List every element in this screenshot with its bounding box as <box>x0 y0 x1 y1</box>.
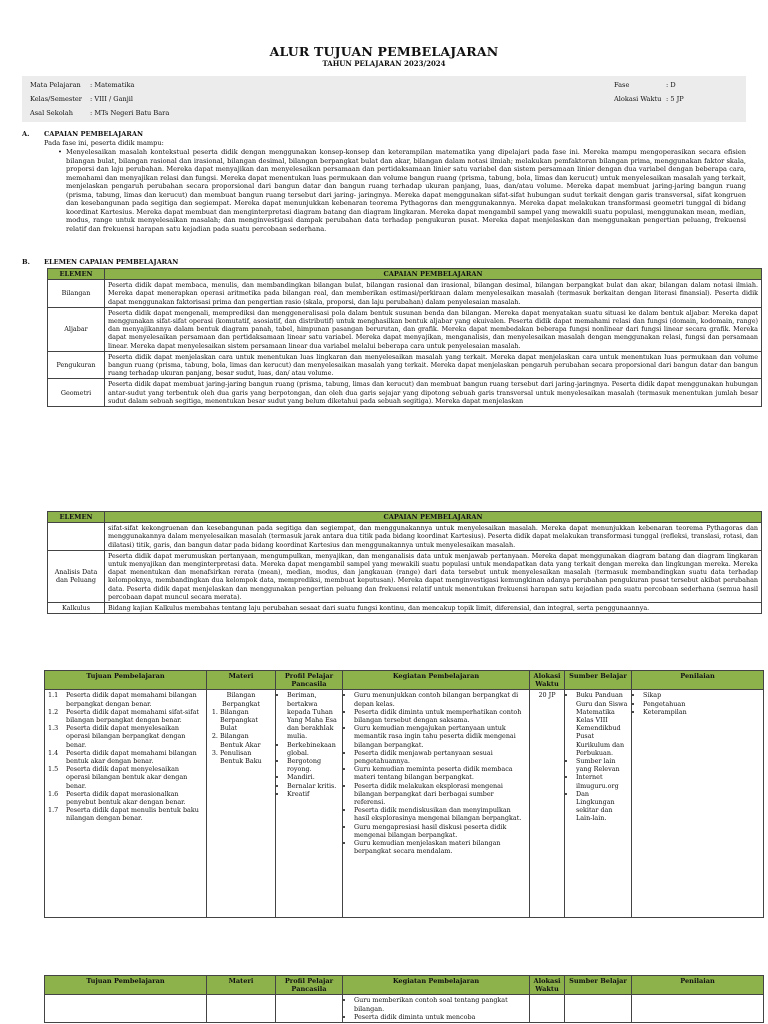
table-row <box>48 523 762 551</box>
list-item: • Guru kemudian mengajukan pertanyaan untuk memantik rasa ingin tahu peserta didik mengenai bilangan berpangkat. <box>354 724 526 749</box>
section-a-letter: A. <box>22 130 30 138</box>
list-item: • Guru kemudian menjelaskan materi bilangan berpangkat secara mendalam. <box>354 839 526 855</box>
list-item: • Berkebinekaan global. <box>287 741 339 757</box>
col-kegiatan: Kegiatan Pembelajaran <box>343 671 530 690</box>
identity-block <box>22 76 746 122</box>
tujuan-cell <box>45 995 207 1023</box>
elemen-cell: Kalkulus <box>48 603 105 614</box>
kegiatan-list <box>346 996 526 1021</box>
section-a-intro: Pada fase ini, peserta didik mampu: <box>44 139 164 147</box>
capaian-cell: Peserta didik dapat membuat jaring-jaring bangun ruang (prisma, tabung, limas dan kerucut) dan membuat bangun ruang tersebut dari jaring-jaringnya. Peserta didik dapat menggunakan hubungan antar-sudut yang terbentuk oleh dua garis yang berpotongan, dan oleh dua garis sejajar yang dipotong sebuah garis transversal untuk menyelesaikan masalah (termasuk menentukan jumlah besar sudut dalam sebuah segitiga, menentukan besar sudut yang belum diketahui pada sebuah segitiga). Mereka dapat menjelaskan <box>105 379 762 407</box>
atp-table <box>44 670 764 918</box>
materi-head: Bilangan Berpangkat <box>222 691 260 708</box>
profil-list <box>279 691 339 798</box>
profil-cell <box>276 995 343 1023</box>
sekolah-label: Asal Sekolah <box>30 109 73 117</box>
sekolah-value: : MTs Negeri Batu Bara <box>90 109 170 117</box>
table-row <box>48 603 762 614</box>
section-a-bullet-marker: • <box>58 148 62 156</box>
col-kegiatan: Kegiatan Pembelajaran <box>343 976 530 995</box>
col-tujuan: Tujuan Pembelajaran <box>45 976 207 995</box>
elemen-cell: Aljabar <box>48 307 105 351</box>
list-item: • Guru memberikan contoh soal tentang pangkat bilangan. <box>354 996 526 1012</box>
tujuan-item: 1.1 Peserta didik dapat memahami bilangan berpangkat dengan benar. <box>48 691 197 708</box>
elemen-cell: Geometri <box>48 379 105 407</box>
elemen-cell: Analisis Data dan Peluang <box>48 550 105 602</box>
list-item: • Peserta didik mendiskusikan dan menyimpulkan hasil eksplorasinya mengenai bilangan berpangkat. <box>354 806 526 822</box>
alokasi-cell <box>530 995 565 1023</box>
tujuan-item: 1.3 Peserta didik dapat menyelesaikan operasi bilangan berpangkat dengan benar. <box>48 724 186 749</box>
list-item: • Peserta didik menjawab pertanyaan sesuai pengetahuannya. <box>354 749 526 765</box>
kegiatan-list <box>346 691 526 855</box>
list-item: 1. Bilangan Berpangkat Bulat <box>220 708 272 733</box>
col-elemen: ELEMEN <box>48 269 105 280</box>
tujuan-cell <box>45 690 207 918</box>
penilaian-cell <box>632 995 764 1023</box>
tujuan-item: 1.7 Peserta didik dapat menulis bentuk baku nilangan dengan benar. <box>48 806 199 823</box>
table-row <box>48 307 762 351</box>
col-elemen: ELEMEN <box>48 512 105 523</box>
kelas-value: : VIII / Ganjil <box>90 95 134 103</box>
alokasi-value: : 5 JP <box>666 95 684 103</box>
section-b-title: ELEMEN CAPAIAN PEMBELAJARAN <box>44 258 179 266</box>
list-item: • Guru menunjukkan contoh bilangan berpangkat di depan kelas. <box>354 691 526 707</box>
list-item: • Internet ilmuguru.org <box>576 773 628 789</box>
col-tujuan: Tujuan Pembelajaran <box>45 671 207 690</box>
tujuan-item: 1.6 Peserta didik dapat merasionalkan penyebut bentuk akar dengan benar. <box>48 789 186 807</box>
col-sumber: Sumber Belajar <box>565 671 632 690</box>
list-item: • Bernalar kritis. <box>287 782 339 790</box>
col-alokasi: Alokasi Waktu <box>530 976 565 995</box>
col-profil: Profil Pelajar Pancasila <box>276 671 343 690</box>
table-row <box>48 550 762 602</box>
list-item: • Buku Panduan Guru dan Siswa Matematika Kelas VIII Kemendikbud Pusat Kurikulum dan Perbukuan. <box>576 691 628 757</box>
sumber-cell <box>565 995 632 1023</box>
kegiatan-cell <box>343 690 530 918</box>
col-sumber: Sumber Belajar <box>565 976 632 995</box>
capaian-cell: Peserta didik dapat merumuskan pertanyaan, mengumpulkan, menyajikan, dan menganalisis data untuk menjawab pertanyaan. Mereka dapat menggunakan diagram batang dan diagram lingkaran untuk menyajikan dan menginterpretasi data. Mereka dapat mengambil sampel yang mewakili suatu populasi untuk mendapatkan data yang terkait dengan mereka dan lingkungan mereka. Mereka dapat menentukan dan menafsirkan rerata (mean), median, modus, dan jangkauan (range) dari data tersebut untuk menyelesaikan masalah (termasuk membandingkan suatu data terhadap kelompoknya, membandingkan dua kelompok data, memprediksi, membuat keputusan). Mereka dapat menginvestigasi kemungkinan adanya perubahan pengukuran pusat tersebut akibat perubahan data. Peserta didik dapat menjelaskan dan menggunakan pengertian peluang dan frekuensi relatif untuk menentukan frekuensi harapan satu kejadian pada suatu percobaan sederhana (semua hasil percobaan dapat muncul secara merata). <box>105 550 762 602</box>
mapel-label: Mata Pelajaran <box>30 81 81 89</box>
tujuan-item: 1.4 Peserta didik dapat memahami bilangan bentuk akar dengan benar. <box>48 748 197 766</box>
list-item: • Mandiri. <box>287 773 339 781</box>
col-penilaian: Penilaian <box>632 671 764 690</box>
tujuan-item: 1.5 Peserta didik dapat menyelesaikan operasi bilangan bentuk akar dengan benar. <box>48 765 188 790</box>
mapel-value: : Matematika <box>90 81 135 89</box>
penilaian-list <box>635 691 760 716</box>
elemen-cell: Pengukuran <box>48 351 105 379</box>
penilaian-cell <box>632 690 764 918</box>
document-subtitle: TAHUN PELAJARAN 2023/2024 <box>322 59 446 68</box>
materi-cell <box>207 995 276 1023</box>
list-item: • Peserta didik diminta untuk memperhatikan contoh bilangan tersebut dengan saksama. <box>354 708 526 724</box>
alokasi-label: Alokasi Waktu <box>614 95 662 103</box>
list-item: • Guru kemudian meminta peserta didik membaca materi tentang bilangan berpangkat. <box>354 765 526 781</box>
col-capaian: CAPAIAN PEMBELAJARAN <box>105 269 762 280</box>
alokasi-cell: 20 JP <box>530 690 565 918</box>
table-row <box>45 690 764 918</box>
sumber-list <box>568 691 628 822</box>
sumber-cell <box>565 690 632 918</box>
list-item: • Kreatif <box>287 790 339 798</box>
list-item: • Pengetahuan <box>643 700 760 708</box>
list-item: • Keterampilan <box>643 708 760 716</box>
table-row <box>48 280 762 308</box>
list-item: • Bergotong royong. <box>287 757 339 773</box>
section-b-letter: B. <box>22 258 30 266</box>
table-row <box>48 351 762 379</box>
col-materi: Materi <box>207 976 276 995</box>
col-materi: Materi <box>207 671 276 690</box>
capaian-cell: Bidang kajian Kalkulus membahas tentang laju perubahan sesaat dari suatu fungsi kontinu, dan mencakup topik limit, diferensial, dan integral, serta penggunaannya. <box>105 603 762 614</box>
list-item: 2. Bilangan Bentuk Akar <box>220 732 272 748</box>
kegiatan-cell <box>343 995 530 1023</box>
capaian-cell: Peserta didik dapat menjelaskan cara untuk menentukan luas lingkaran dan menyelesaikan masalah yang terkait. Mereka dapat menjelaskan cara untuk menentukan luas permukaan dan volume bangun ruang (prisma, tabung, bola, limas dan kerucut) dan menyelesaikan masalah yang terkait. Mereka dapat menjelaskan pengaruh perubahan secara proporsional dari bangun datar dan bangun ruang terhadap ukuran panjang, besar sudut, luas, dan/ atau volume. <box>105 351 762 379</box>
kelas-label: Kelas/Semester <box>30 95 82 103</box>
col-profil: Profil Pelajar Pancasila <box>276 976 343 995</box>
fase-value: : D <box>666 81 676 89</box>
materi-list <box>210 708 272 765</box>
capaian-cell: sifat-sifat kekongruenan dan kesebangunan pada segitiga dan segiempat, dan menggunakannya untuk menyelesaikan masalah. Mereka dapat menunjukkan kebenaran teorema Pythagoras dan menggunakannya dalam menyelesaikan masalah (termasuk jarak antara dua titik pada bidang koordinat Kartesius). Peserta didik dapat melakukan transformasi tunggal (refleksi, translasi, rotasi, dan dilatasi) titik, garis, dan bangun datar pada bidang koordinat Kartesius dan menggunakannya untuk menyelesaikan masalah. <box>105 523 762 551</box>
section-a-bullet-text: Menyelesaikan masalah kontekstual peserta didik dengan menggunakan konsep-konsep dan keterampilan matematika yang dipelajari pada fase ini. Mereka mampu mengoperasikan secara efisien bilangan bulat, bilangan rasional dan irasional, bilangan desimal, bilangan berpangkat bulat dan akar, bilangan dalam notasi ilmiah; melakukan pemfaktoran bilangan prima, menggunakan faktor skala, proporsi dan laju perubahan. Mereka dapat menyajikan dan menyelesaikan persamaan dan pertidaksamaan linier satu variabel dan sistem persamaan linier dengan dua variabel dengan beberapa cara, memahami dan menyajikan relasi dan fungsi. Mereka dapat menentukan luas permukaan dan volume bangun ruang (prisma, tabung, bola, limas dan kerucut) untuk menyelesaikan masalah yang terkait, menjelaskan pengaruh perubahan secara proporsional dari bangun datar dan bangun ruang terhadap ukuran panjang, luas, dan/atau volume. Mereka dapat membuat jaring-jaring bangun ruang (prisma, tabung, limas dan kerucut) dan membuat bangun ruang tersebut dari jaring- jaringnya. Mereka dapat menggunakan sifat-sifat hubungan sudut terkait dengan garis transversal, sifat kongruen dan kesebangunan pada segitiga dan segiempat. Mereka dapat menunjukkan kebenaran teorema Pythagoras dan menggunakannya. Mereka dapat melakukan transformasi geometri tunggal di bidang koordinat Kartesius. Mereka dapat membuat dan menginterpretasi diagram batang dan diagram lingkaran. Mereka dapat mengambil sampel yang mewakili suatu populasi, menggunakan mean, median, modus, range untuk menyelesaikan masalah; dan menginvestigasi dampak perubahan data terhadap pengukuran pusat. Mereka dapat menjelaskan dan menggunakan pengertian peluang, frekuensi relatif dan frekuensi harapan satu kejadian pada suatu percobaan sederhana. <box>66 148 746 233</box>
col-alokasi: Alokasi Waktu <box>530 671 565 690</box>
section-a-title: CAPAIAN PEMBELAJARAN <box>44 130 143 138</box>
list-item: • Peserta didik melakukan eksplorasi mengenai bilangan berpangkat dari berbagai sumber referensi. <box>354 782 526 807</box>
tujuan-item: 1.2 Peserta didik dapat memahami sifat-sifat bilangan berpangkat dengan benar. <box>48 707 199 725</box>
col-penilaian: Penilaian <box>632 976 764 995</box>
list-item: • Sumber lain yang Relevan <box>576 757 628 773</box>
list-item: • Beriman, bertakwa kepada Tuhan Yang Maha Esa dan berakhlak mulia. <box>287 691 339 740</box>
fase-label: Fase <box>614 81 630 89</box>
list-item: • Peserta didik diminta untuk mencoba <box>354 1013 526 1021</box>
table-row <box>48 379 762 407</box>
document-title: ALUR TUJUAN PEMBELAJARAN <box>269 44 499 59</box>
table-row <box>45 995 764 1023</box>
list-item: 3. Penulisan Bentuk Baku <box>220 749 272 765</box>
list-item: • Sikap <box>643 691 760 699</box>
list-item: • Guru mengapresiasi hasil diskusi peserta didik mengenai bilangan berpangkat. <box>354 823 526 839</box>
elemen-table-1 <box>47 268 762 407</box>
profil-cell <box>276 690 343 918</box>
elemen-table-2 <box>47 511 762 614</box>
list-item: • Dan Lingkungan sekitar dan Lain-lain. <box>576 790 628 823</box>
col-capaian: CAPAIAN PEMBELAJARAN <box>105 512 762 523</box>
atp-table-2 <box>44 975 764 1023</box>
capaian-cell: Peserta didik dapat mengenali, memprediksi dan menggeneralisasi pola dalam bentuk susunan benda dan bilangan. Mereka dapat menyatakan suatu situasi ke dalam bentuk aljabar. Mereka dapat menggunakan sifat-sifat operasi (komutatif, asosiatif, dan distributif) untuk menghasilkan bentuk aljabar yang ekuivalen. Peserta didik dapat memahami relasi dan fungsi (domain, kodomain, range) dan menyajikannya dalam bentuk diagram panah, tabel, himpunan pasangan berurutan, dan grafik. Mereka dapat membedakan beberapa fungsi nonlinear dari fungsi linear secara grafik. Mereka dapat menyelesaikan persamaan dan pertidaksamaan linear satu variabel. Mereka dapat menyajikan, menganalisis, dan menyelesaikan masalah dengan menggunakan relasi, fungsi dan persamaan linear. Mereka dapat menyelesaikan sistem persamaan linear dua variabel melalui beberapa cara untuk penyelesaian masalah. <box>105 307 762 351</box>
elemen-cell <box>48 523 105 551</box>
capaian-cell: Peserta didik dapat membaca, menulis, dan membandingkan bilangan bulat, bilangan rasional dan irasional, bilangan desimal, bilangan berpangkat bulat dan akar, bilangan dalam notasi ilmiah. Mereka dapat menerapkan operasi aritmetika pada bilangan real, dan memberikan estimasi/perkiraan dalam menyelesaikan masalah (termasuk berkaitan dengan literasi finansial). Peserta didik dapat menggunakan faktorisasi prima dan pengertian rasio (skala, proporsi, dan laju perubahan) dalam penyelesaian masalah. <box>105 280 762 308</box>
materi-cell <box>207 690 276 918</box>
elemen-cell: Bilangan <box>48 280 105 308</box>
